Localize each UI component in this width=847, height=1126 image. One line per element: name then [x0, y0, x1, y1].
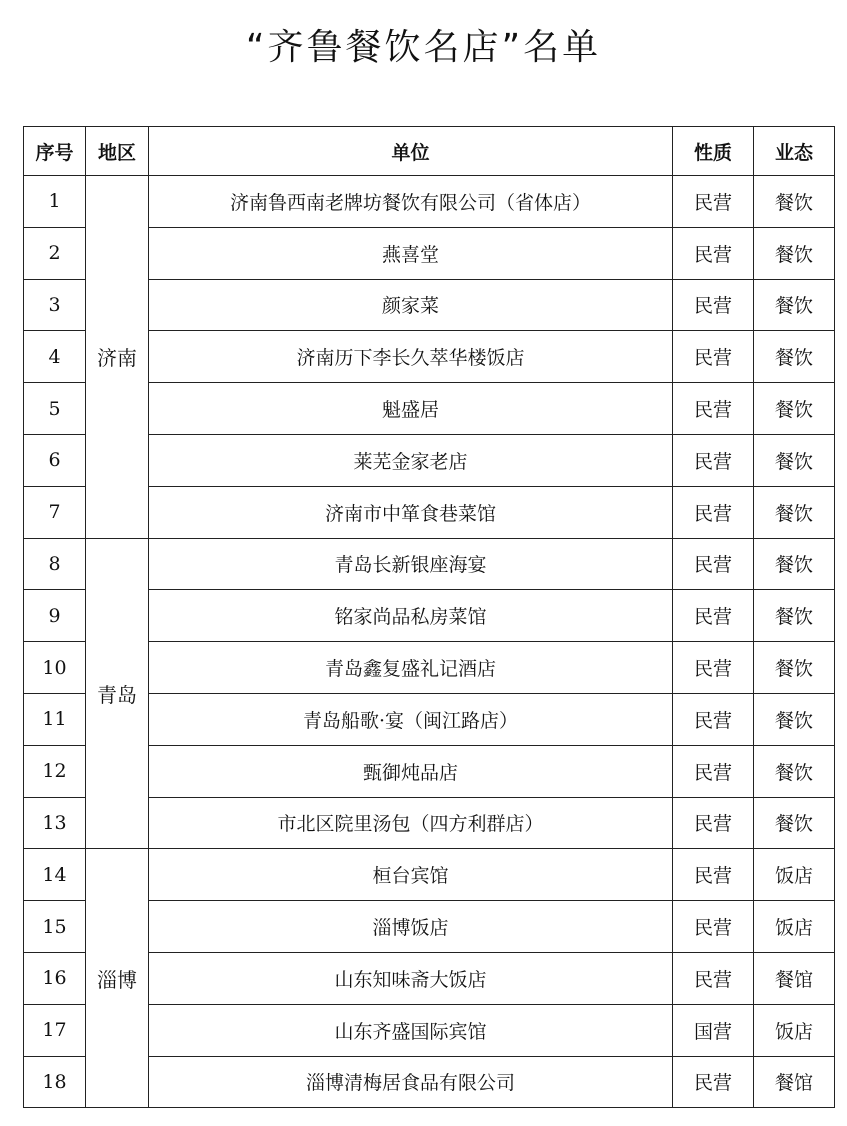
row-index: 15	[24, 901, 86, 953]
ownership-type: 民营	[673, 590, 754, 642]
business-type: 饭店	[754, 901, 835, 953]
row-index: 6	[24, 434, 86, 486]
ownership-type: 民营	[673, 331, 754, 383]
table-body	[24, 176, 835, 1108]
row-index: 5	[24, 383, 86, 435]
unit-name: 济南市中箪食巷菜馆	[149, 486, 673, 538]
ownership-type: 民营	[673, 693, 754, 745]
business-type: 餐饮	[754, 797, 835, 849]
ownership-type: 民营	[673, 538, 754, 590]
region-cell: 淄博	[86, 849, 149, 1108]
header-region: 地区	[86, 127, 149, 176]
row-index: 2	[24, 227, 86, 279]
unit-name: 淄博饭店	[149, 901, 673, 953]
ownership-type: 民营	[673, 383, 754, 435]
row-index: 13	[24, 797, 86, 849]
row-index: 8	[24, 538, 86, 590]
business-type: 餐饮	[754, 176, 835, 228]
unit-name: 山东齐盛国际宾馆	[149, 1004, 673, 1056]
unit-name: 魁盛居	[149, 383, 673, 435]
business-type: 餐饮	[754, 486, 835, 538]
business-type: 餐饮	[754, 538, 835, 590]
row-index: 1	[24, 176, 86, 228]
unit-name: 甄御炖品店	[149, 745, 673, 797]
ownership-type: 民营	[673, 176, 754, 228]
business-type: 餐饮	[754, 745, 835, 797]
unit-name: 莱芜金家老店	[149, 434, 673, 486]
business-type: 餐馆	[754, 1056, 835, 1108]
ownership-type: 国营	[673, 1004, 754, 1056]
header-nature: 性质	[673, 127, 754, 176]
row-index: 14	[24, 849, 86, 901]
row-index: 10	[24, 642, 86, 694]
row-index: 18	[24, 1056, 86, 1108]
unit-name: 市北区院里汤包（四方利群店）	[149, 797, 673, 849]
ownership-type: 民营	[673, 952, 754, 1004]
row-index: 4	[24, 331, 86, 383]
ownership-type: 民营	[673, 434, 754, 486]
row-index: 3	[24, 279, 86, 331]
row-index: 9	[24, 590, 86, 642]
ownership-type: 民营	[673, 901, 754, 953]
unit-name: 济南鲁西南老牌坊餐饮有限公司（省体店）	[149, 176, 673, 228]
unit-name: 青岛长新银座海宴	[149, 538, 673, 590]
unit-name: 济南历下李长久萃华楼饭店	[149, 331, 673, 383]
ownership-type: 民营	[673, 642, 754, 694]
ownership-type: 民营	[673, 797, 754, 849]
region-cell: 济南	[86, 176, 149, 539]
ownership-type: 民营	[673, 279, 754, 331]
row-index: 17	[24, 1004, 86, 1056]
row-index: 7	[24, 486, 86, 538]
ownership-type: 民营	[673, 1056, 754, 1108]
unit-name: 桓台宾馆	[149, 849, 673, 901]
header-index: 序号	[24, 127, 86, 176]
business-type: 餐饮	[754, 383, 835, 435]
unit-name: 淄博清梅居食品有限公司	[149, 1056, 673, 1108]
business-type: 饭店	[754, 849, 835, 901]
table-header-row	[24, 127, 835, 176]
table-row	[24, 176, 835, 228]
business-type: 餐饮	[754, 434, 835, 486]
table-row	[24, 849, 835, 901]
table-row	[24, 538, 835, 590]
business-type: 餐饮	[754, 642, 835, 694]
unit-name: 颜家菜	[149, 279, 673, 331]
restaurant-list-table	[23, 126, 835, 1108]
ownership-type: 民营	[673, 849, 754, 901]
ownership-type: 民营	[673, 745, 754, 797]
business-type: 餐饮	[754, 331, 835, 383]
unit-name: 燕喜堂	[149, 227, 673, 279]
unit-name: 青岛船歌·宴（闽江路店）	[149, 693, 673, 745]
row-index: 12	[24, 745, 86, 797]
unit-name: 青岛鑫复盛礼记酒店	[149, 642, 673, 694]
header-business: 业态	[754, 127, 835, 176]
business-type: 餐饮	[754, 279, 835, 331]
ownership-type: 民营	[673, 227, 754, 279]
business-type: 餐饮	[754, 693, 835, 745]
business-type: 餐饮	[754, 590, 835, 642]
unit-name: 山东知味斋大饭店	[149, 952, 673, 1004]
region-cell: 青岛	[86, 538, 149, 849]
row-index: 16	[24, 952, 86, 1004]
header-unit: 单位	[149, 127, 673, 176]
document-title: “齐鲁餐饮名店”名单	[245, 27, 602, 68]
ownership-type: 民营	[673, 486, 754, 538]
business-type: 餐馆	[754, 952, 835, 1004]
row-index: 11	[24, 693, 86, 745]
business-type: 饭店	[754, 1004, 835, 1056]
business-type: 餐饮	[754, 227, 835, 279]
unit-name: 铭家尚品私房菜馆	[149, 590, 673, 642]
